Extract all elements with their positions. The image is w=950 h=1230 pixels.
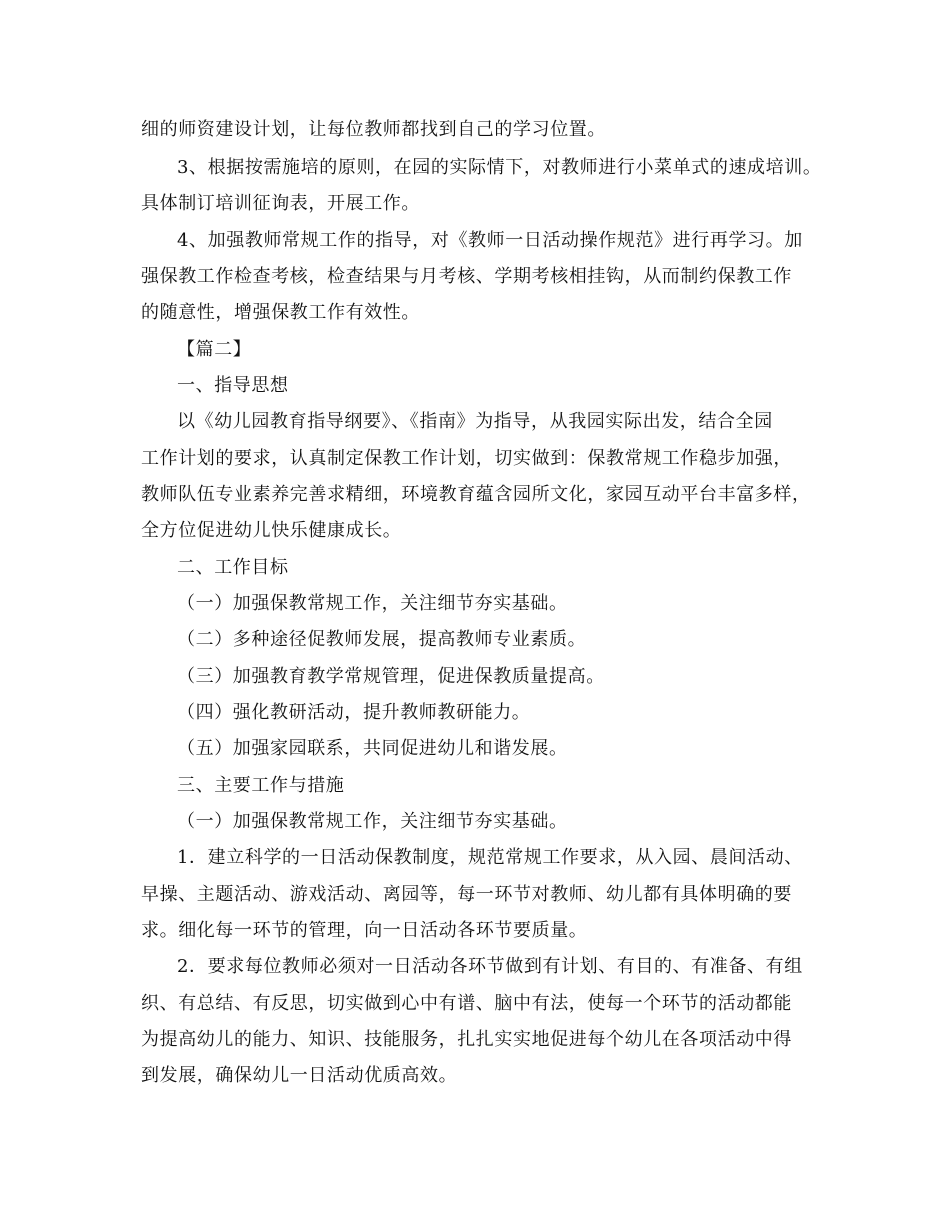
text-line: 1．建立科学的一日活动保教制度，规范常规工作要求，从入园、晨间活动、 [177, 847, 803, 868]
text-line: 的随意性，增强保教工作有效性。 [141, 302, 420, 323]
text-line: 到发展，确保幼儿一日活动优质高效。 [141, 1065, 458, 1086]
list-item: （二）多种途径促教师发展，提高教师专业素质。 [177, 629, 587, 650]
list-item: （一）加强保教常规工作，关注细节夯实基础。 [177, 593, 568, 614]
text-line: 2．要求每位教师必须对一日活动各环节做到有计划、有目的、有准备、有组 [177, 956, 803, 977]
text-line: 4、加强教师常规工作的指导，对《教师一日活动操作规范》进行再学习。加 [177, 230, 803, 251]
text-line: 3、根据按需施培的原则，在园的实际情下，对教师进行小菜单式的速成培训。 [177, 157, 822, 178]
section-heading: 二、工作目标 [177, 557, 289, 578]
list-item: （四）强化教研活动，提升教师教研能力。 [177, 702, 531, 723]
text-line: 为提高幼儿的能力、知识、技能服务，扎扎实实地促进每个幼儿在各项活动中得 [141, 1029, 792, 1050]
text-line: 细的师资建设计划，让每位教师都找到自己的学习位置。 [141, 119, 606, 140]
list-item: （一）加强保教常规工作，关注细节夯实基础。 [177, 811, 568, 832]
text-line: 强保教工作检查考核，检查结果与月考核、学期考核相挂钩，从而制约保教工作 [141, 266, 792, 287]
text-line: 具体制订培训征询表，开展工作。 [141, 193, 420, 214]
section-heading: 三、主要工作与措施 [177, 775, 345, 796]
text-line: 早操、主题活动、游戏活动、离园等，每一环节对教师、幼儿都有具体明确的要 [141, 884, 792, 905]
section-heading: 一、指导思想 [177, 375, 289, 396]
section-heading: 【篇二】 [177, 339, 252, 360]
text-line: 工作计划的要求，认真制定保教工作计划，切实做到：保教常规工作稳步加强， [141, 448, 792, 469]
text-line: 织、有总结、有反思，切实做到心中有谱、脑中有法，使每一个环节的活动都能 [141, 993, 792, 1014]
list-item: （三）加强教育教学常规管理，促进保教质量提高。 [177, 666, 605, 687]
text-line: 求。细化每一环节的管理，向一日活动各环节要质量。 [141, 920, 588, 941]
text-line: 以《幼儿园教育指导纲要》、《指南》为指导，从我园实际出发，结合全园 [177, 411, 773, 432]
text-line: 教师队伍专业素养完善求精细，环境教育蕴含园所文化，家园互动平台丰富多样， [141, 484, 811, 505]
text-line: 全方位促进幼儿快乐健康成长。 [141, 520, 402, 541]
list-item: （五）加强家园联系，共同促进幼儿和谐发展。 [177, 738, 568, 759]
